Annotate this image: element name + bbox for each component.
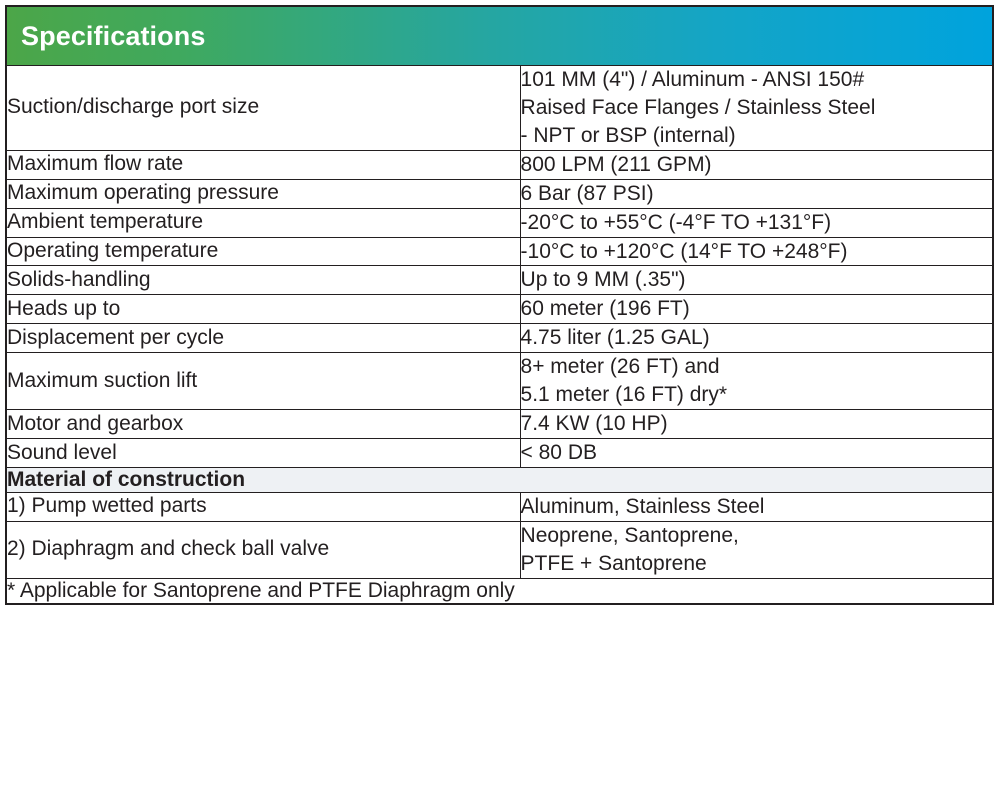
material-label: 2) Diaphragm and check ball valve — [6, 521, 520, 578]
header-gradient-bar — [7, 7, 992, 65]
specifications-table — [5, 5, 994, 605]
value-line: 4.75 liter (1.25 GAL) — [520, 326, 710, 350]
table-row — [6, 324, 993, 353]
spec-label: Displacement per cycle — [6, 324, 520, 353]
spec-label: Maximum suction lift — [6, 353, 520, 410]
spec-value — [520, 438, 993, 467]
specifications-sheet — [0, 5, 999, 812]
table-row — [6, 492, 993, 521]
table-row — [6, 237, 993, 266]
section-title: Material of construction — [6, 467, 993, 492]
table-row — [6, 438, 993, 467]
value-line: 6 Bar (87 PSI) — [520, 181, 654, 205]
table-row — [6, 150, 993, 179]
table-body — [6, 6, 993, 604]
spec-label: Suction/discharge port size — [6, 66, 520, 151]
material-value — [520, 521, 993, 578]
spec-value — [520, 150, 993, 179]
table-row — [6, 353, 993, 410]
spec-label: Motor and gearbox — [6, 410, 520, 439]
header-cell — [6, 6, 993, 66]
section-header-row — [6, 467, 993, 492]
spec-label: Operating temperature — [6, 237, 520, 266]
page-title: Specifications — [21, 20, 206, 51]
value-line: 60 meter (196 FT) — [520, 297, 690, 321]
spec-label: Sound level — [6, 438, 520, 467]
spec-label: Heads up to — [6, 295, 520, 324]
value-line: Aluminum, Stainless Steel — [520, 494, 765, 518]
table-row — [6, 179, 993, 208]
value-line: -10°C to +120°C (14°F TO +248°F) — [520, 239, 848, 263]
material-label: 1) Pump wetted parts — [6, 492, 520, 521]
value-line: -20°C to +55°C (-4°F TO +131°F) — [520, 210, 832, 234]
value-line: 101 MM (4") / Aluminum - ANSI 150# — [520, 68, 865, 91]
table-row — [6, 295, 993, 324]
spec-value — [520, 66, 993, 151]
footnote-row — [6, 578, 993, 604]
table-row — [6, 410, 993, 439]
spec-value — [520, 353, 993, 410]
spec-label: Maximum flow rate — [6, 150, 520, 179]
table-row — [6, 66, 993, 151]
spec-value — [520, 295, 993, 324]
value-line: Up to 9 MM (.35") — [520, 268, 686, 292]
spec-value — [520, 208, 993, 237]
spec-label: Ambient temperature — [6, 208, 520, 237]
spec-label: Maximum operating pressure — [6, 179, 520, 208]
table-header-row — [6, 6, 993, 66]
value-line: 5.1 meter (16 FT) dry* — [520, 383, 728, 407]
value-line: 800 LPM (211 GPM) — [520, 152, 712, 176]
spec-value — [520, 237, 993, 266]
table-row — [6, 266, 993, 295]
value-line: - NPT or BSP (internal) — [520, 123, 736, 147]
spec-value — [520, 179, 993, 208]
spec-value — [520, 324, 993, 353]
table-row — [6, 521, 993, 578]
table-row — [6, 208, 993, 237]
value-line: Raised Face Flanges / Stainless Steel — [520, 95, 876, 119]
value-line: Neoprene, Santoprene, — [520, 523, 739, 547]
footnote: * Applicable for Santoprene and PTFE Diaphragm only — [6, 578, 993, 604]
value-line: 8+ meter (26 FT) and — [520, 355, 720, 379]
value-line: 7.4 KW (10 HP) — [520, 412, 668, 436]
value-line: PTFE + Santoprene — [520, 551, 707, 575]
value-line: < 80 DB — [520, 440, 597, 464]
material-value — [520, 492, 993, 521]
spec-value — [520, 410, 993, 439]
spec-value — [520, 266, 993, 295]
spec-label: Solids-handling — [6, 266, 520, 295]
